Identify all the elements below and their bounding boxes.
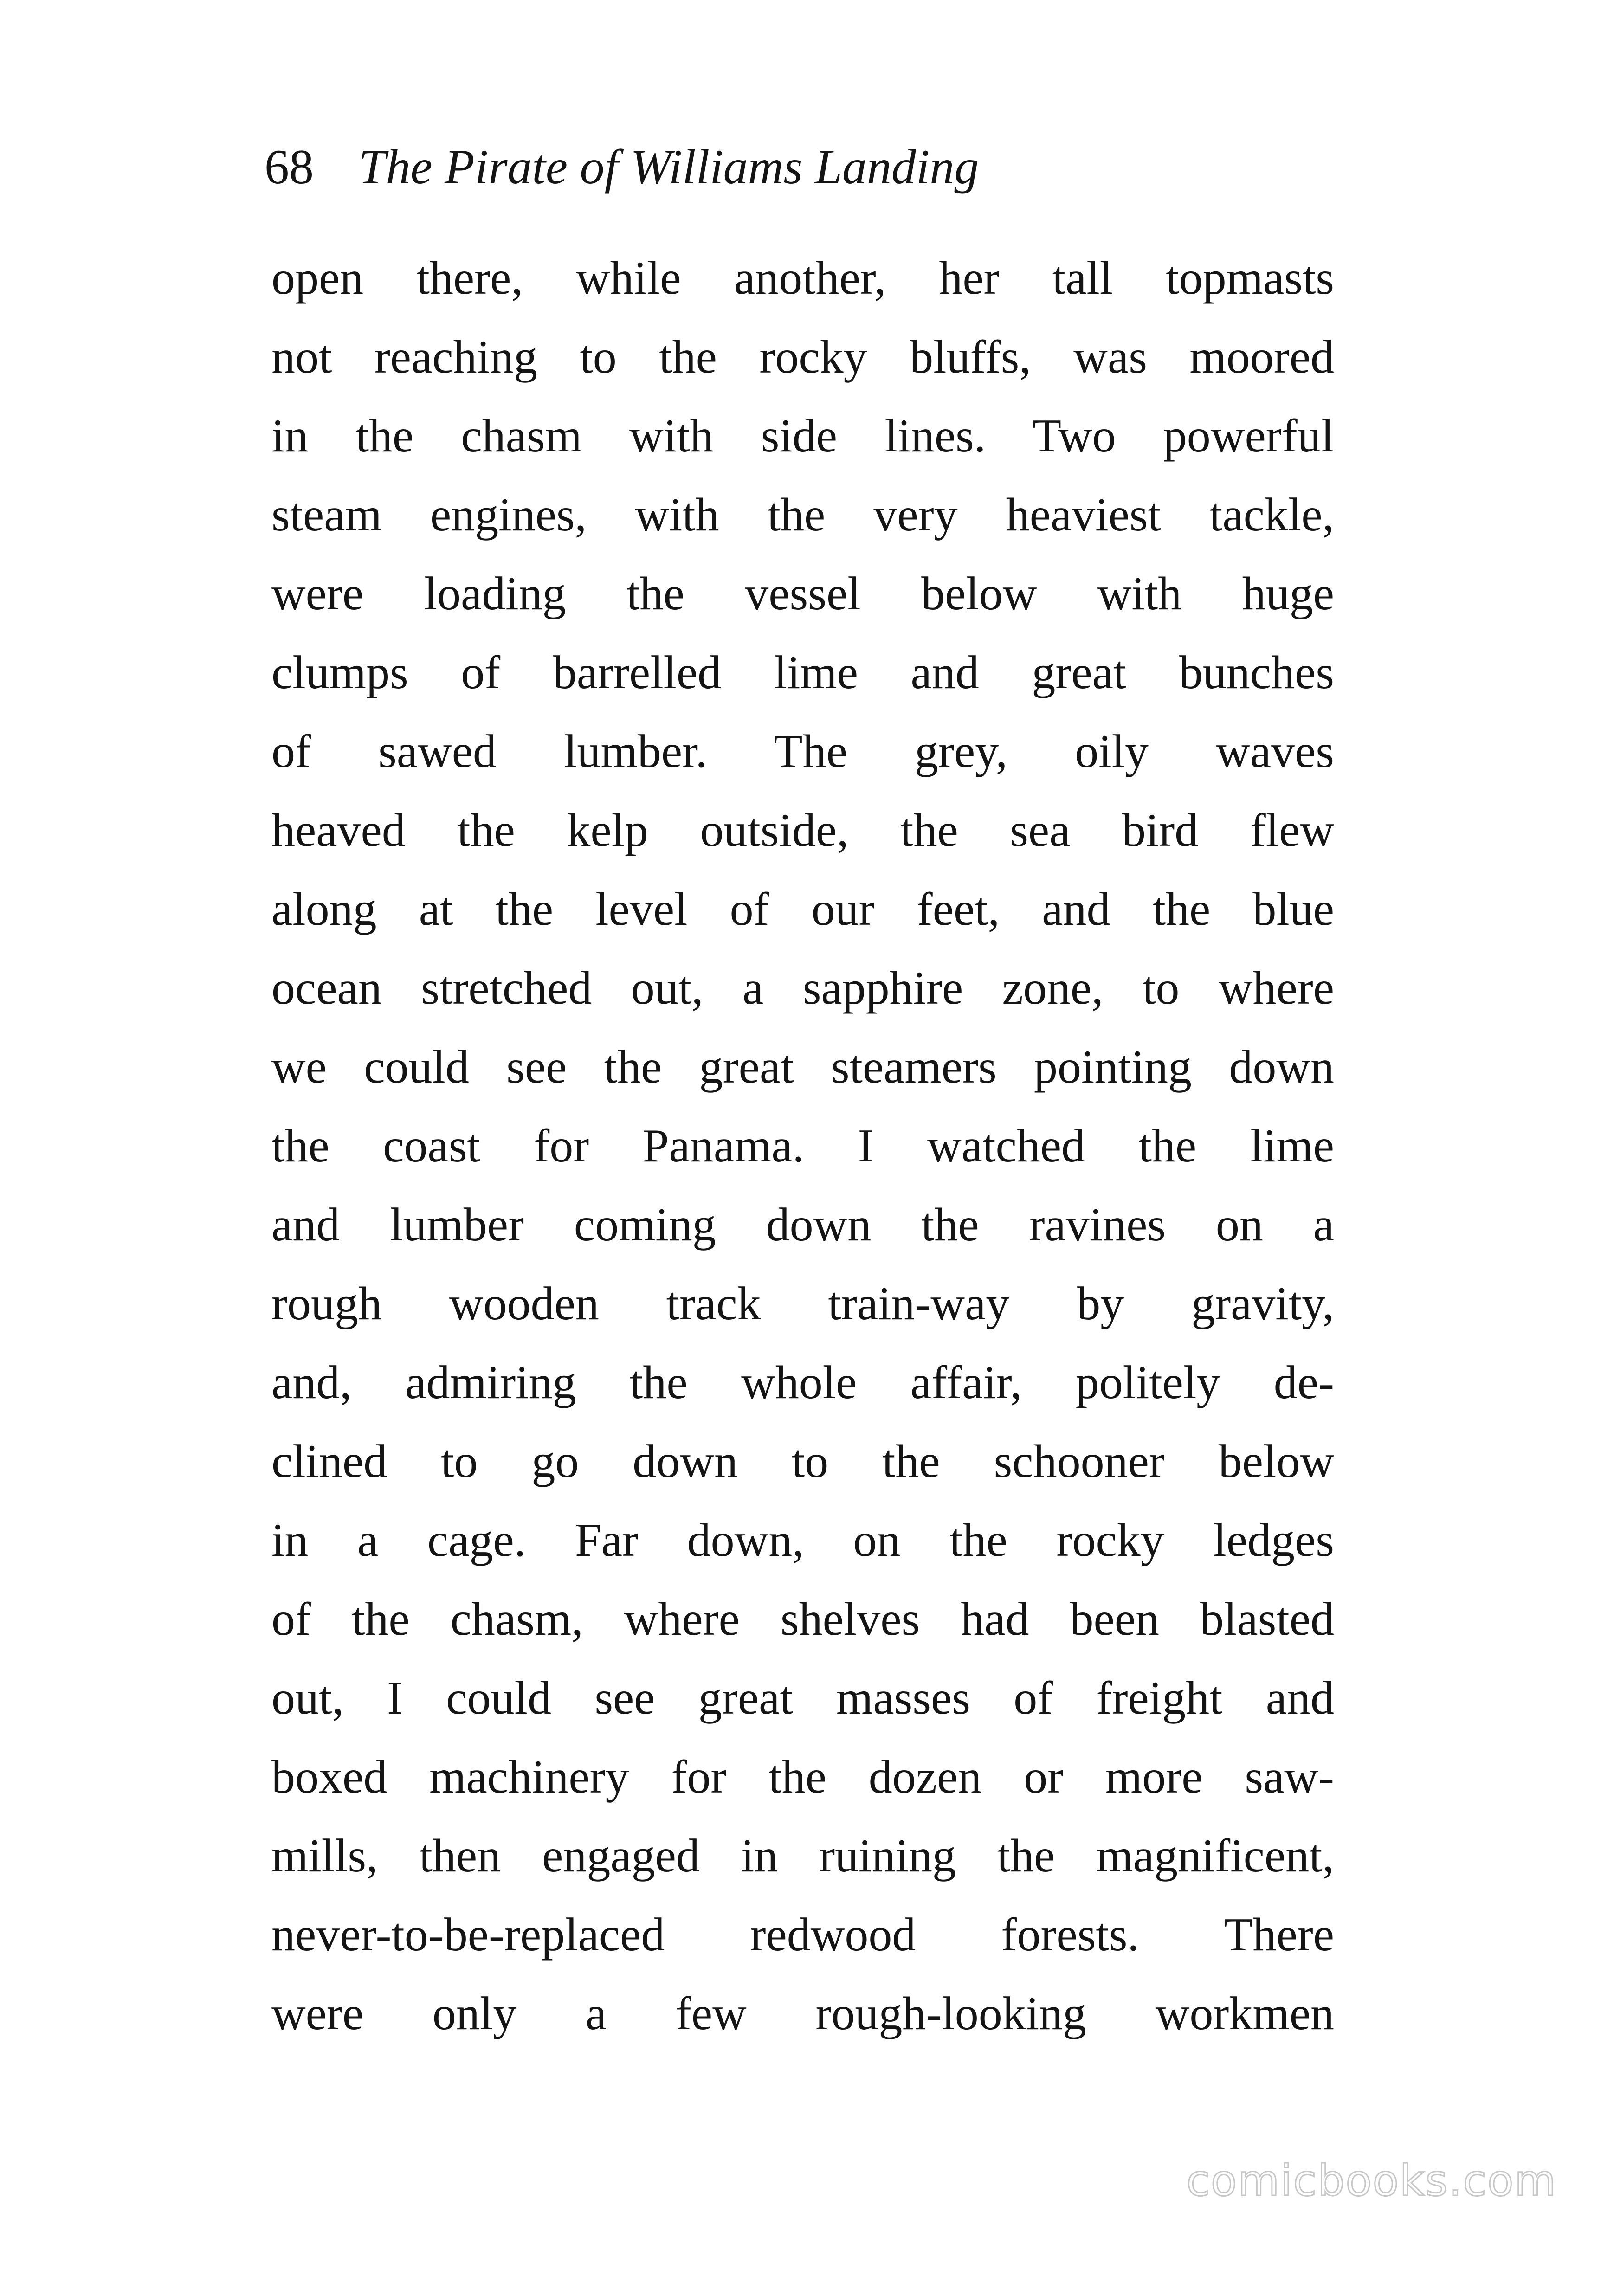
body-text: [271, 239, 1334, 2053]
text-line: the coast for Panama. I watched the lime: [271, 1120, 1334, 1172]
text-line: and lumber coming down the ravines on a: [271, 1199, 1334, 1251]
text-line: out, I could see great masses of freight and: [271, 1672, 1334, 1724]
text-line: in a cage. Far down, on the rocky ledges: [271, 1514, 1334, 1567]
text-line: mills, then engaged in ruining the magnificent,: [271, 1830, 1334, 1882]
text-line: boxed machinery for the dozen or more saw-: [271, 1751, 1334, 1803]
running-head: [265, 135, 1332, 200]
text-line: heaved the kelp outside, the sea bird flew: [271, 804, 1334, 857]
text-line: clumps of barrelled lime and great bunches: [271, 646, 1334, 699]
text-line: not reaching to the rocky bluffs, was moored: [271, 331, 1334, 383]
text-line: along at the level of our feet, and the blue: [271, 883, 1334, 935]
text-line: steam engines, with the very heaviest tackle,: [271, 489, 1334, 541]
text-line: open there, while another, her tall topmasts: [271, 252, 1334, 304]
text-line: and, admiring the whole affair, politely de-: [271, 1356, 1334, 1409]
text-line: ocean stretched out, a sapphire zone, to where: [271, 962, 1334, 1014]
text-line: of the chasm, where shelves had been blasted: [271, 1593, 1334, 1645]
text-line: rough wooden track train-way by gravity,: [271, 1277, 1334, 1330]
text-line: in the chasm with side lines. Two powerful: [271, 410, 1334, 462]
text-line: never-to-be-replaced redwood forests. There: [271, 1909, 1334, 1961]
book-title: The Pirate of Williams Landing: [358, 140, 979, 194]
text-line: of sawed lumber. The grey, oily waves: [271, 725, 1334, 778]
text-line: were loading the vessel below with huge: [271, 568, 1334, 620]
page-number: 68: [265, 140, 314, 194]
text-line: clined to go down to the schooner below: [271, 1435, 1334, 1488]
text-line: we could see the great steamers pointing down: [271, 1041, 1334, 1093]
text-line: were only a few rough-looking workmen: [271, 1987, 1334, 2040]
watermark: comicbooks.com: [1186, 2156, 1557, 2206]
